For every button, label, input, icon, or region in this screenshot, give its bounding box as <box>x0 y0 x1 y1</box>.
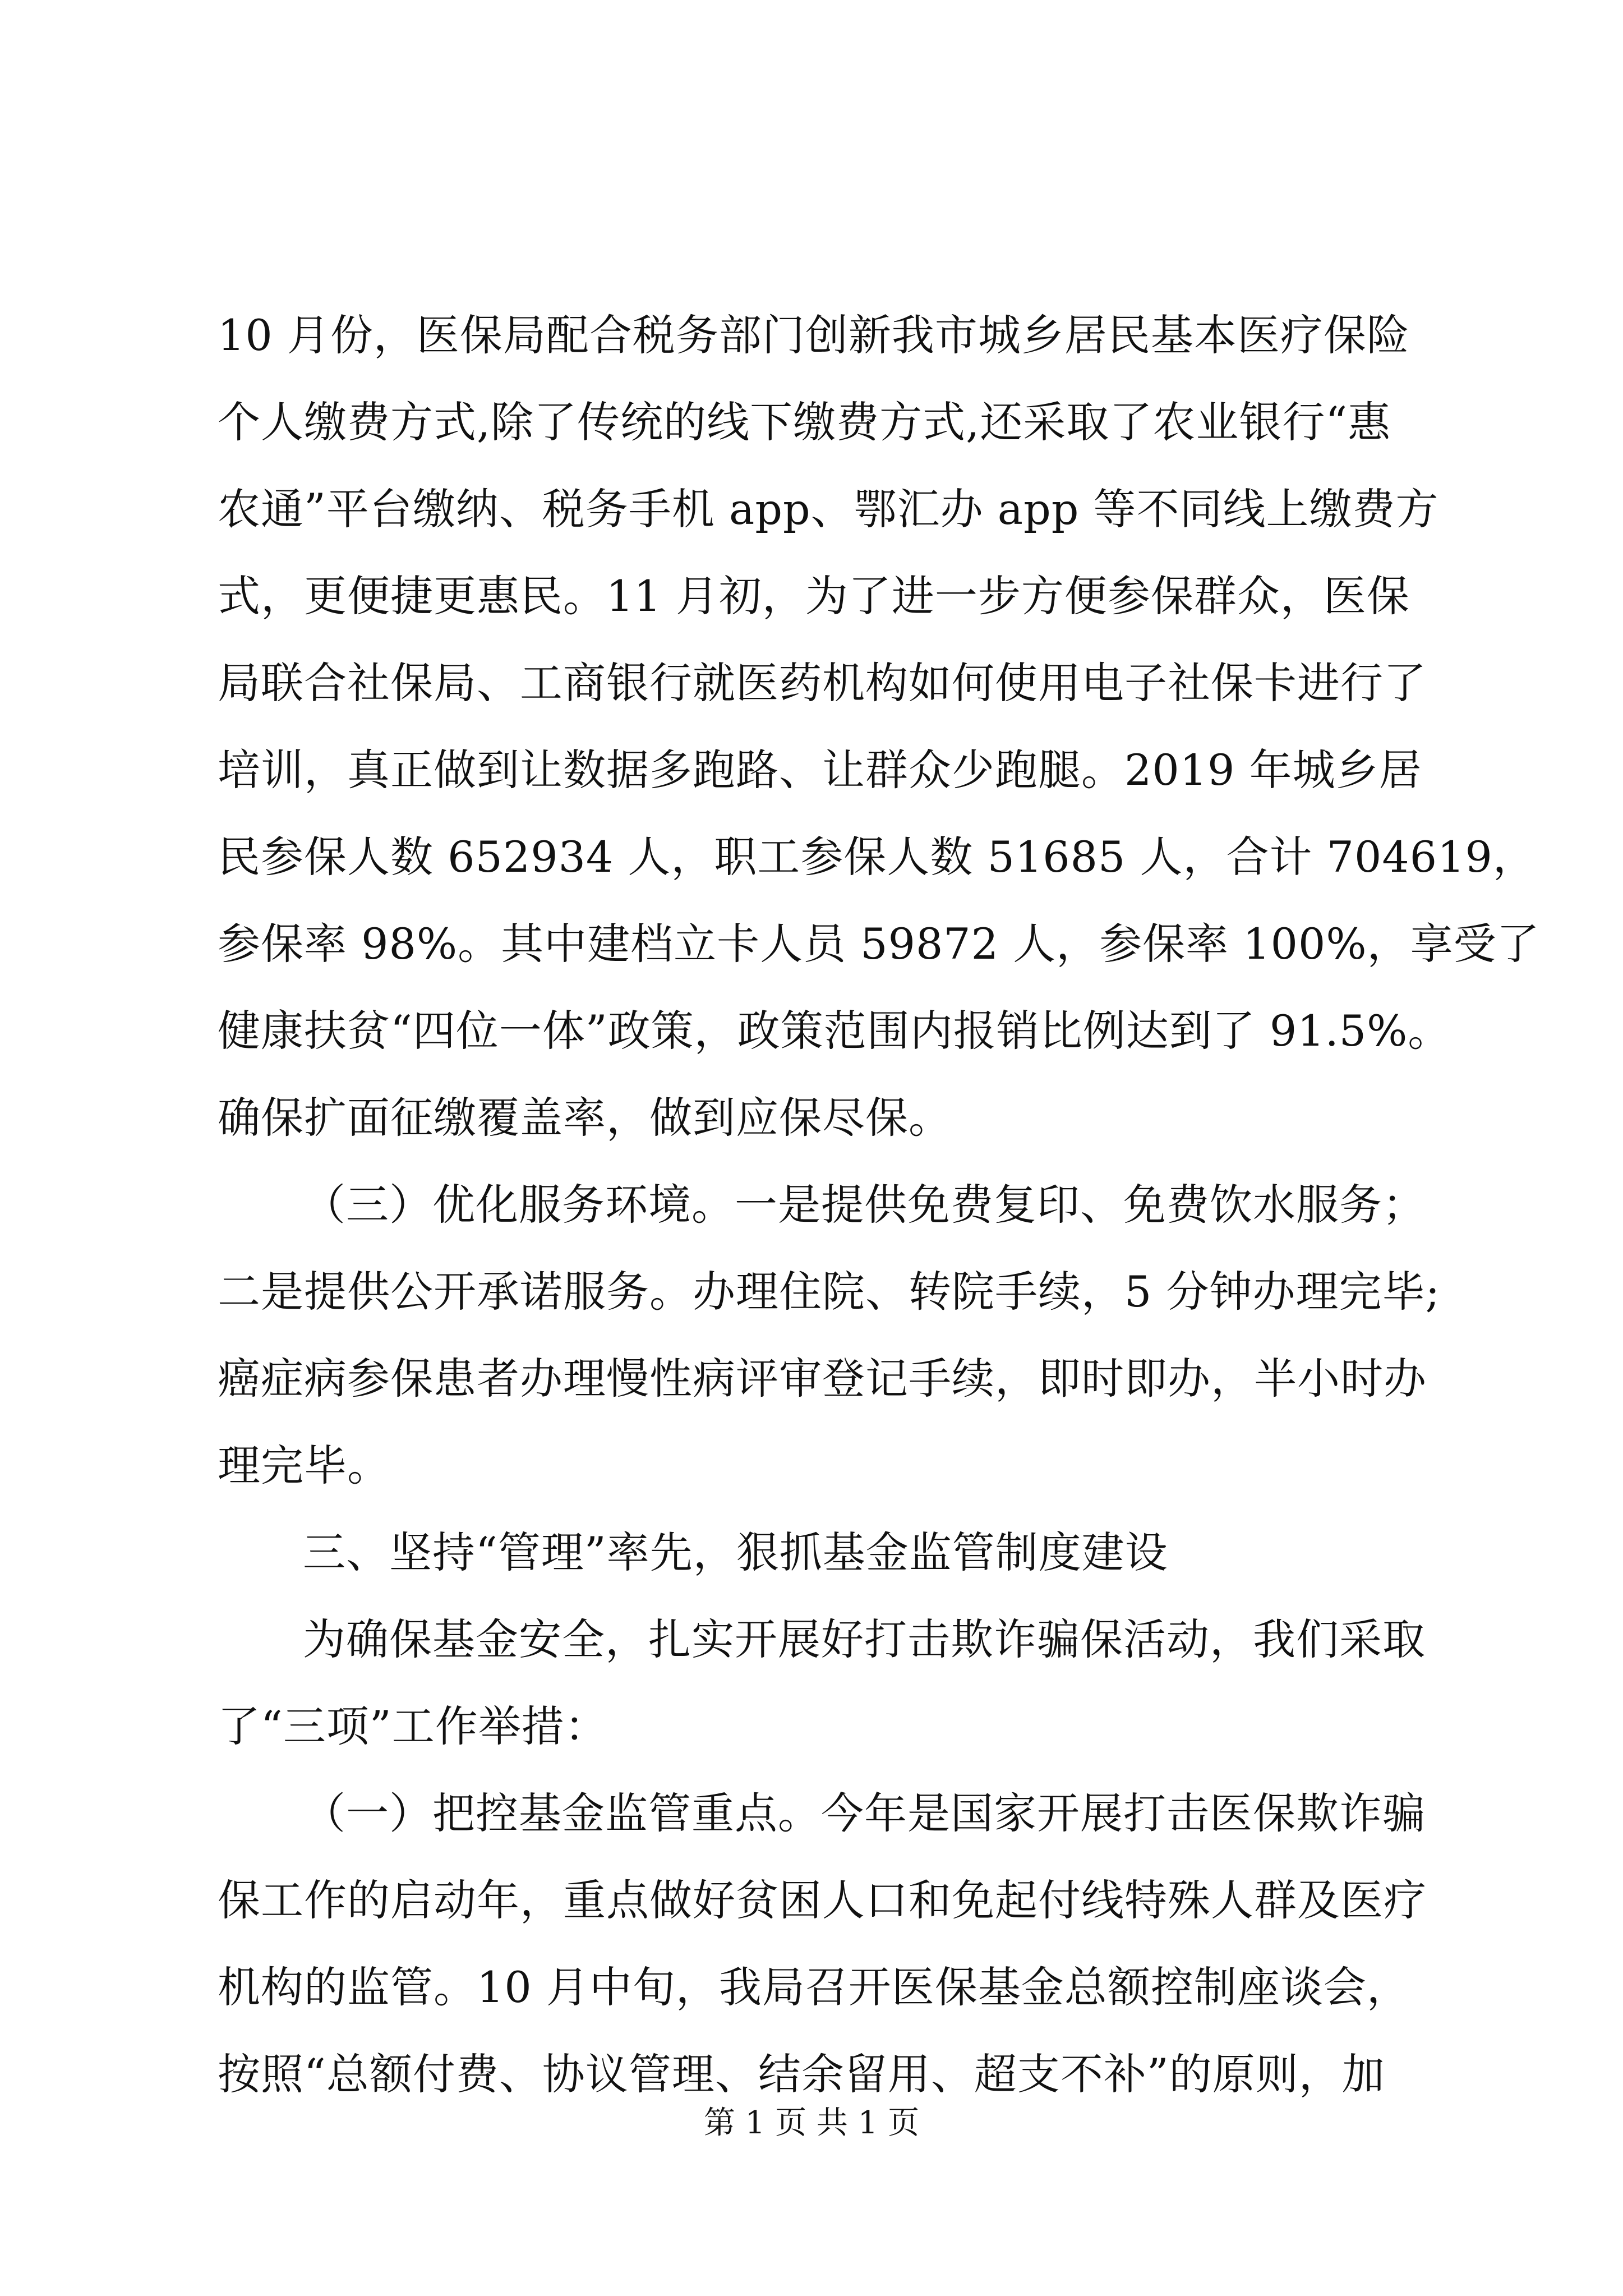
text-line: 为确保基金安全，扎实开展好打击欺诈骗保活动，我们采取 <box>303 1614 1426 1664</box>
text-line: 个人缴费方式,除了传统的线下缴费方式,还采取了农业银行“惠 <box>218 397 1391 447</box>
text-line: 保工作的启动年，重点做好贫困人口和免起付线特殊人群及医疗 <box>218 1875 1427 1925</box>
text-line: 理完毕。 <box>218 1441 390 1490</box>
text-line: 局联合社保局、工商银行就医药机构如何使用电子社保卡进行了 <box>218 658 1427 708</box>
section-heading-optimize-service: （三）优化服务环境。一是提供免费复印、免费饮水服务； <box>303 1180 1426 1230</box>
text-line: 10 月份，医保局配合税务部门创新我市城乡居民基本医疗保险 <box>218 310 1410 360</box>
document-body <box>218 292 1540 2118</box>
text-line: 机构的监管。10 月中旬，我局召开医保基金总额控制座谈会， <box>218 1962 1410 2012</box>
text-line: 了“三项”工作举措： <box>218 1701 608 1751</box>
section-heading-management: 三、坚持“管理”率先，狠抓基金监管制度建设 <box>303 1527 1168 1577</box>
text-line: 培训，真正做到让数据多跑路、让群众少跑腿。2019 年城乡居 <box>218 745 1422 795</box>
text-line: 式，更便捷更惠民。11 月初，为了进一步方便参保群众，医保 <box>218 571 1410 621</box>
text-line: 二是提供公开承诺服务。办理住院、转院手续，5 分钟办理完毕; <box>218 1267 1441 1317</box>
text-line: 农通”平台缴纳、税务手机 app、鄂汇办 app 等不同线上缴费方 <box>218 484 1439 534</box>
text-line: 确保扩面征缴覆盖率，做到应保尽保。 <box>218 1093 952 1143</box>
text-line: 健康扶贫“四位一体”政策，政策范围内报销比例达到了 91.5%。 <box>218 1006 1451 1056</box>
section-heading-fund-supervision: （一）把控基金监管重点。今年是国家开展打击医保欺诈骗 <box>303 1788 1426 1838</box>
text-line: 民参保人数 652934 人，职工参保人数 51685 人，合计 704619， <box>218 832 1536 882</box>
text-line: 参保率 98%。其中建档立卡人员 59872 人，参保率 100%，享受了 <box>218 919 1540 969</box>
page-footer: 第 1 页 共 1 页 <box>703 2105 920 2141</box>
text-line: 癌症病参保患者办理慢性病评审登记手续，即时即办，半小时办 <box>218 1354 1427 1404</box>
text-line: 按照“总额付费、协议管理、结余留用、超支不补”的原则，加 <box>218 2049 1385 2099</box>
